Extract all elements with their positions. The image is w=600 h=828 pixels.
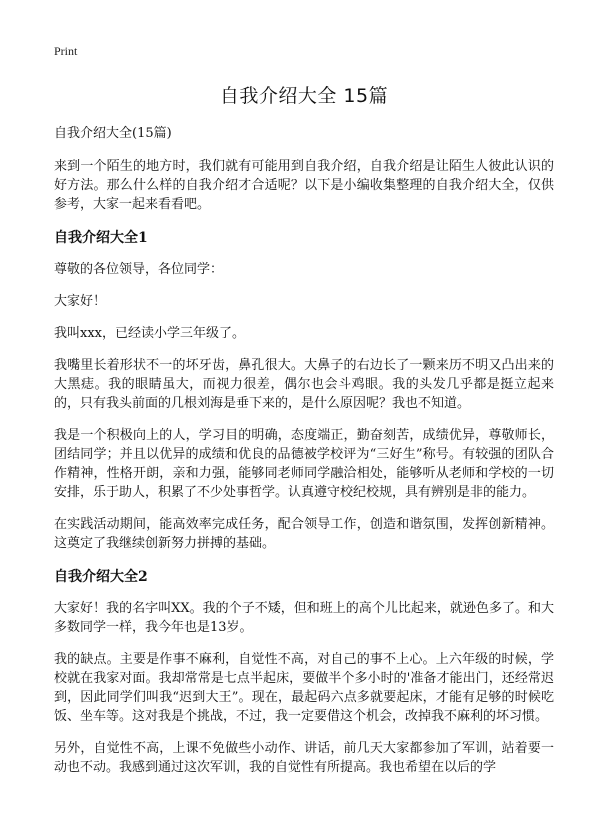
paragraph: 我嘴里长着形状不一的坏牙齿，鼻孔很大。大鼻子的右边长了一颗来历不明又凸出来的大黑痣。我的眼睛虽大，而视力很差，偶尔也会斗鸡眼。我的头发几乎都是挺立起来的，只有我头前面的几根刘海是垂下来的，是什么原因呢？我也不知道。: [54, 358, 554, 411]
paragraph: 我叫xxx，已经读小学三年级了。: [54, 326, 245, 341]
intro-paragraph: 来到一个陌生的地方时，我们就有可能用到自我介绍，自我介绍是让陌生人彼此认识的好方法。那么什么样的自我介绍才合适呢？以下是小编收集整理的自我介绍大全，仅供参考，大家一起来看看吧。: [54, 159, 554, 212]
print-link[interactable]: Print: [54, 44, 78, 58]
paragraph: 我的缺点。主要是作事不麻利，自觉性不高，对自己的事不上心。上六年级的时候，学校就在我家对面。我却常常是七点半起床，要做半个多小时的'准备才能出门，还经常迟到，因此同学们叫我“迟到大王”。现在，最起码六点多就要起床，才能有足够的时候吃饭、坐车等。这对我是个挑战，不过，我一定要借这个机会，改掉我不麻利的坏习惯。: [54, 652, 554, 724]
paragraph: 尊敬的各位领导，各位同学：: [54, 262, 224, 277]
paragraph: 另外，自觉性不高，上课不免做些小动作、讲话，前几天大家都参加了军训，站着要一动也不动。我感到通过这次军训，我的自觉性有所提高。我也希望在以后的学: [54, 741, 554, 775]
paragraph: 大家好！: [54, 294, 107, 309]
section-heading-1: 自我介绍大全1: [54, 230, 148, 246]
paragraph: 大家好！我的名字叫XX。我的个子不矮，但和班上的高个儿比起来，就逊色多了。和大多数同学一样，我今年也是13岁。: [54, 601, 554, 635]
document-subtitle: 自我介绍大全(15篇): [54, 126, 172, 141]
section-heading-2: 自我介绍大全2: [54, 569, 148, 585]
paragraph: 我是一个积极向上的人，学习目的明确，态度端正，勤奋刻苦，成绩优异，尊敬师长，团结同学；并且以优异的成绩和优良的品德被学校评为“三好生”称号。有较强的团队合作精神，性格开朗，亲和力强，能够同老师同学融洽相处，能够听从老师和学校的一切安排，乐于助人，积累了不少处事哲学。认真遵守校纪校规，具有辨别是非的能力。: [54, 428, 554, 500]
page-title: 自我介绍大全 15篇: [219, 85, 389, 107]
paragraph: 在实践活动期间，能高效率完成任务，配合领导工作，创造和谐氛围，发挥创新精神。这奠定了我继续创新努力拼搏的基础。: [54, 517, 554, 551]
